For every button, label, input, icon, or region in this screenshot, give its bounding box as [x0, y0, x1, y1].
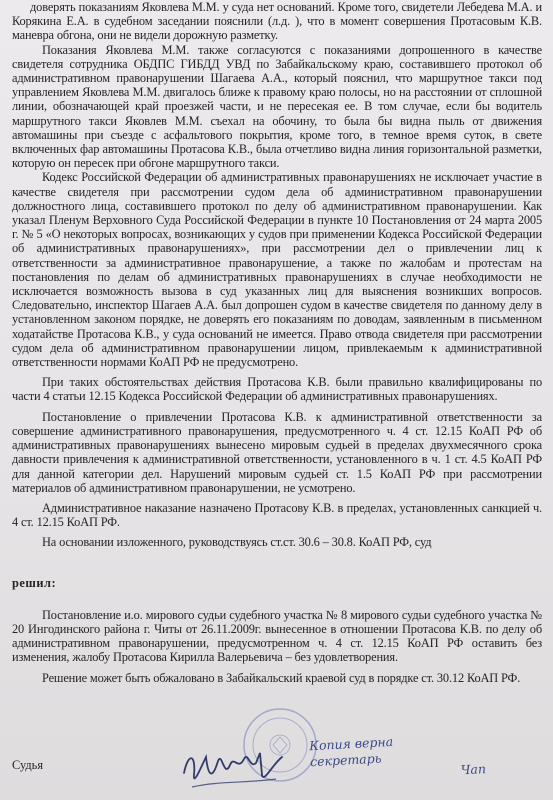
certified-copy-line: Копия верна — [308, 733, 394, 754]
paragraph-grounds: На основании изложенного, руководствуясь ст.ст. 30.6 – 30.8. КоАП РФ, суд — [42, 535, 432, 550]
secretary-initials: Чап — [460, 761, 487, 778]
paragraph-appeal: Решение может быть обжаловано в Забайкальский краевой суд в порядке ст. 30.12 КоАП РФ. — [42, 670, 521, 685]
judge-signature-row — [12, 758, 542, 773]
paragraph-inspector-testimony: Показания Яковлева М.М. также согласуются с показаниями допрошенного в качестве свидетеля сотрудника ОБДПС ГИБДД УВД по Забайкальскому краю, составившего протокол об административном правонарушении Шагаева А.А., который пояснил, что маршрутное такси под управлением Яковлева М.М. двигалось ближе к правому краю полосы, но на расстоянии от сплошной линии, обозначающей край проезжей части, и не пересекая ее. В том случае, если бы водитель маршрутного такси Яковлев М.М. съехал на обочину, то была бы видна пыль от движения автомашины при съезде с асфальтового покрытия, кроме того, в темное время суток, в свете включенных фар автомашины Протасова К.В., была отчетливо видна линия горизонтальной разметки, которую он пересек при обгоне маршрутного такси. — [12, 42, 542, 171]
paragraph-liability-decision: Постановление о привлечении Протасова К.В. к административной ответственности за совершение административного правонарушения, предусмотренного ч. 4 ст. 12.15 КоАП РФ об административных правонарушениях вынесено мировым судьей в пределах двухмесячного срока давности привлечения к административной ответственности, установленного в ч. 1 ст. 4.5 КоАП РФ для данной категории дел. Нарушений мировым судьей ст. 1.5 КоАП РФ при рассмотрении материалов об административном правонарушении, не усмотрено. — [12, 409, 542, 495]
document-body — [12, 0, 542, 685]
certified-copy-note — [309, 726, 551, 786]
judge-label: Судья — [12, 758, 44, 772]
resolve-heading: решил: — [12, 575, 57, 590]
paragraph-qualification: При таких обстоятельствах действия Протасова К.В. были правильно квалифицированы по части 4 статьи 12.15 Кодекса Российской Федерации об административных правонарушениях. — [12, 375, 542, 404]
paragraph-code-witness: Кодекс Российской Федерации об административных правонарушениях не исключает участие в качестве свидетеля при рассмотрении судом дела об административном правонарушении должностного лица, составившего протокол по делу об административном правонарушении. Как указал Пленум Верховного Суда Российской Федерации в пункте 10 Постановления от 24 марта 2005 г. № 5 «О некоторых вопросах, возникающих у судов при применении Кодекса Российской Федерации об административных правонарушениях», при рассмотрении дел о привлечении лиц к ответственности за административное правонарушение, а также по жалобам и протестам на постановления по делам об административных правонарушениях в случае необходимости не исключается возможность вызова в суд указанных лиц для выяснения возникших вопросов. Следовательно, инспектор Шагаев А.А. был допрошен судом в качестве свидетеля по данному делу в установленном законом порядке, не доверять его показаниям по доводам, заявленным в письменном ходатайстве Протасова К.В., у суда оснований не имеется. Право отвода свидетеля при рассмотрении судом дела об административном правонарушении лицом, привлекаемым к административной ответственности нормами КоАП РФ не предусмотрено. — [12, 170, 542, 370]
paragraph-penalty: Административное наказание назначено Протасову К.В. в пределах, установленных санкцией ч. 4 ст. 12.15 КоАП РФ. — [12, 500, 542, 530]
paragraph-testimony-trust: доверять показаниям Яковлева М.М. у суда нет оснований. Кроме того, свидетели Лебедева М.А. и Корякина Е.А. в судебном заседании пояснили (л.д. ), что в момент совершения Протасовым К.В. маневра обгона, они не видели дорожную разметку. — [12, 0, 542, 43]
secretary-line: секретарь — [309, 750, 382, 770]
paragraph-resolution: Постановление и.о. мирового судьи судебного участка № 8 мирового судьи судебного участка № 20 Ингодинского района г. Читы от 26.11.2009г. вынесенное в отношении Протасова К.В. по делу об административном правонарушении, предусмотренном ч. 4 ст. 12.15 КоАП РФ оставить без изменения, жалобу Протасова Кирилла Валерьевича – без удовлетворения. — [12, 607, 542, 665]
